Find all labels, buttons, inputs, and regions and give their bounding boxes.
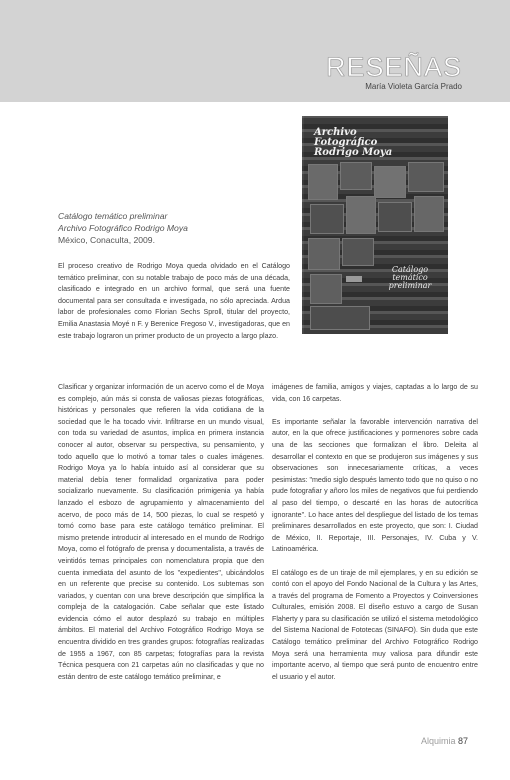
book-cover-image [302, 116, 448, 334]
book-reference [58, 210, 288, 246]
journal-name: Alquimia [420, 736, 456, 746]
cover-title [314, 128, 440, 158]
cover-photo-tile [346, 196, 376, 234]
cover-photo-tile [374, 166, 406, 198]
page-number: 87 [457, 736, 468, 746]
cover-subtitle [379, 266, 441, 290]
cover-photo-tile [308, 164, 338, 200]
page-footer [421, 736, 468, 746]
cover-photo-tile [408, 162, 444, 192]
review-author: María Violeta García Prado [365, 82, 462, 91]
publisher-logo [346, 276, 362, 282]
body-paragraph: El catálogo es de un tiraje de mil ejemplares, y en su edición se contó con el apoyo del Fondo Nacional de la Cultura y las Artes, a través del programa de Fomento a Proyectos y Coinversiones Culturales, emisión 2008. El diseño estuvo a cargo de Susan Flaherty y para su clasificación se utilizó el sistema metodológico del Sistema Nacional de Fototecas (SINAFO). Sin duda que este Catálogo temático preliminar del Archivo Fotográfico Rodrigo Moya será una herramienta muy valiosa para difundir este importante acervo, al tiempo que será punto de encuentro entre el usuario y el autor. [272, 568, 478, 681]
right-column [272, 382, 478, 695]
cover-photo-tile [378, 202, 412, 232]
book-title: Catálogo temático preliminar [58, 211, 168, 221]
body-paragraph: Es importante señalar la favorable intervención narrativa del autor, en la que ofrece justificaciones y pormenores sobre cada una de las secciones que formalizan el libro. Deleita al desarrollar el contexto en que se produjeron sus imágenes y sus observaciones son innecesariamente críticas, a veces pesimistas: "medio siglo después lamento todo que no quiso o no pude fotografiar y añoro los miles de negativos que fui perdiendo al paso del tiempo, o descarté en las horas de autocrítica ignorante". Lo hace antes del despliegue del listado de los temas preliminares desarrollados en este proyecto, que son: I. Ciudad de México, II. Reportaje, III. Personajes, IV. Cuba y V. Latinoamérica. [272, 417, 478, 554]
left-column [58, 382, 264, 695]
cover-photo-tile [340, 162, 372, 190]
body-paragraph: Clasificar y organizar información de un acervo como el de Moya es complejo, aún más si consta de valiosas piezas fotográficas, históricas y personales que refieren la vida cotidiana de la sociedad que le ha tocado vivir. Infiltrarse en un mundo visual, con toda su variedad de asuntos, implica en primera instancia conocer al autor, observar su perspectiva, su pensamiento, y todo aquello que lo motivó a tomar tales o cuales imágenes. Rodrigo Moya ya lo había intuido así al considerar que su material debía tener formalidad organizativa para poder socializarlo nuevamente. Su clasificación primigenia ya había lanzado el esbozo de agrupamiento y almacenamiento del acervo, de poco más de 14, 500 piezas, lo cual se respetó y tomó como base para este catálogo temático preliminar. El mismo pretende introducir al interesado en el mundo de Rodrigo Moya, como el fotógrafo de prensa y documentalista, a través de veintidós temas principales con nomenclatura propia que den cuenta inmediata del asunto de los "expedientes", ubicándolos en un referente que precise su contenido. Los subtemas son variados, y cuentan con una breve descripción que simplifica la compleja de la catalogación. Cabe señalar que este listado evidencia cómo el autor desplazó su trabajo en múltiples ámbitos. El material del Archivo Fotográfico Rodrigo Moya se encuentra dividido en tres grandes grupos: fotografías realizadas de 1955 a 1967, con 85 carpetas; fotografías para la revista Técnica pesquera con 21 carpetas aún no clasificadas y que no están dentro de este catálogo temático preliminar, e [58, 383, 264, 681]
cover-photo-tile [308, 238, 340, 270]
book-subtitle: Archivo Fotográfico Rodrigo Moya [58, 223, 188, 233]
cover-title-line: Fotográfico [314, 137, 378, 148]
body-paragraph: imágenes de familia, amigos y viajes, captadas a lo largo de su vida, con 16 carpetas. [272, 383, 478, 403]
intro-paragraph: El proceso creativo de Rodrigo Moya queda olvidado en el Catálogo temático preliminar, con su notable trabajo de poco más de una década, clasificado e integrado en un archivo formal, que será una fuente documental para ser consultada e investigada, no sólo apreciada. Ardua labor de profesionales como Florian Sechs Sproll, titular del proyecto, Emilia Anastasia Moyé n F. y Berenice Fregoso V., investigadoras, que en este trabajo lograron un primer producto de un proyecto a largo plazo. [58, 262, 290, 340]
cover-photo-tile [310, 204, 344, 234]
cover-photo-tile [414, 196, 444, 232]
section-title: RESEÑAS [325, 52, 462, 82]
cover-title-line: Archivo [314, 127, 357, 138]
cover-photo-tile [342, 238, 374, 266]
cover-subtitle-line: preliminar [388, 281, 432, 290]
cover-subtitle-line: temático [392, 273, 428, 282]
book-publication: México, Conaculta, 2009. [58, 235, 155, 245]
cover-photo-tile [310, 274, 342, 304]
cover-photo-tile [310, 306, 370, 330]
cover-title-line: Rodrigo Moya [314, 147, 393, 158]
cover-subtitle-line: Catálogo [391, 265, 429, 274]
